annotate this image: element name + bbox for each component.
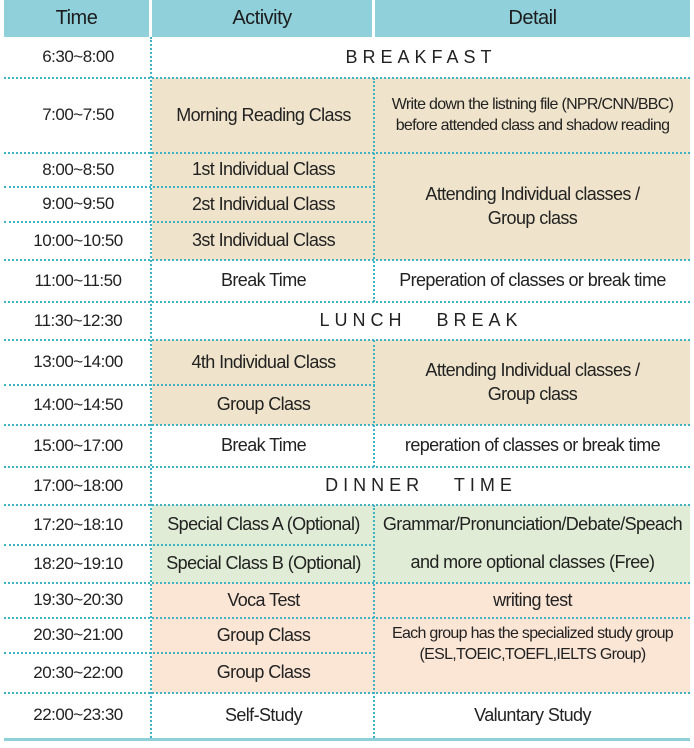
activity-cell: Special Class B (Optional) — [166, 553, 361, 574]
time-cell: 14:00~14:50 — [33, 394, 123, 414]
detail-cell: Write down the listning file (NPR/CNN/BBC) before attended class and shadow reading — [391, 95, 674, 134]
activity-cell: 2st Individual Class — [191, 193, 336, 214]
row-divider — [4, 77, 690, 79]
activity-cell: Voca Test — [227, 589, 300, 610]
activity-cell: Group Class — [216, 624, 311, 645]
time-cell: 11:00~11:50 — [34, 270, 122, 290]
row-divider — [4, 504, 690, 506]
time-cell: 11:30~12:30 — [33, 310, 123, 330]
activity-cell: Morning Reading Class — [176, 104, 351, 125]
row-divider-partial — [4, 221, 375, 223]
time-cell: 15:00~17:00 — [33, 435, 123, 455]
detail-cell: reperation of classes or break time — [404, 435, 661, 456]
time-cell: 20:30~22:00 — [33, 662, 123, 682]
activity-cell: 4th Individual Class — [191, 351, 336, 372]
row-divider — [4, 692, 690, 694]
time-cell: 13:00~14:00 — [33, 352, 123, 372]
column-divider-time — [150, 37, 152, 738]
activity-cell: Break Time — [220, 270, 307, 291]
activity-cell: Break Time — [220, 435, 307, 456]
row-divider — [4, 152, 690, 154]
row-divider — [4, 466, 690, 468]
row-divider — [4, 582, 690, 584]
row-divider-partial — [4, 652, 375, 654]
detail-cell-merged: Attending Individual classes / Group class — [425, 184, 640, 228]
column-divider-activity — [373, 505, 375, 738]
dinner-label: DINNER TIME — [325, 475, 517, 496]
activity-cell: Group Class — [216, 662, 311, 683]
table-bottom-border — [4, 738, 690, 741]
header-activity: Activity — [152, 0, 372, 37]
time-cell: 10:00~10:50 — [33, 230, 123, 250]
detail-cell-merged: Attending Individual classes / Group class — [425, 360, 640, 404]
activity-cell: Group Class — [216, 394, 311, 415]
detail-cell-merged: Each group has the specialized study group (ESL,TOEIC,TOEFL,IELTS Group) — [391, 625, 674, 663]
row-divider-partial — [4, 384, 375, 386]
detail-cell: Preperation of classes or break time — [399, 270, 666, 291]
time-cell: 19:30~20:30 — [33, 590, 123, 610]
row-divider — [4, 301, 690, 303]
column-divider-activity — [373, 340, 375, 467]
row-divider — [4, 424, 690, 426]
lunch-label: LUNCH BREAK — [319, 310, 523, 331]
time-cell: 7:00~7:50 — [42, 105, 114, 125]
time-cell: 18:20~19:10 — [33, 553, 123, 573]
detail-cell: Valuntary Study — [474, 704, 591, 725]
breakfast-label: BREAKFAST — [345, 46, 497, 67]
time-cell: 17:20~18:10 — [33, 514, 123, 534]
time-cell: 20:30~21:00 — [33, 625, 123, 645]
row-divider-partial — [4, 544, 375, 546]
time-cell: 22:00~23:30 — [33, 705, 123, 725]
time-cell: 8:00~8:50 — [42, 159, 114, 179]
time-cell: 9:00~9:50 — [42, 194, 114, 214]
row-divider — [4, 259, 690, 261]
header-detail: Detail — [375, 0, 690, 37]
activity-cell: 3st Individual Class — [191, 230, 336, 251]
header-time: Time — [4, 0, 149, 37]
activity-cell: 1st Individual Class — [191, 159, 336, 180]
detail-cell-merged: Grammar/Pronunciation/Debate/Speach and more optional classes (Free) — [382, 514, 683, 572]
detail-cell: writing test — [493, 589, 572, 610]
row-divider — [4, 617, 690, 619]
time-cell: 17:00~18:00 — [33, 475, 123, 495]
activity-cell: Special Class A (Optional) — [167, 514, 360, 535]
column-divider-activity — [373, 78, 375, 302]
row-divider — [4, 339, 690, 341]
time-cell: 6:30~8:00 — [42, 47, 114, 67]
row-divider-partial — [4, 186, 375, 188]
activity-cell: Self-Study — [224, 704, 303, 725]
